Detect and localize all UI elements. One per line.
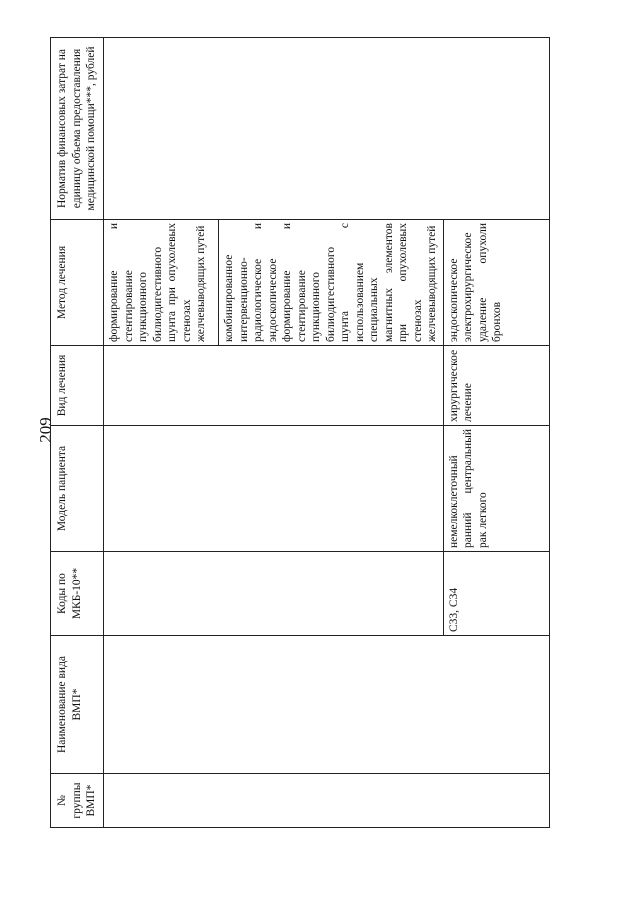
header-cost-norm: Норматив финансовых затрат на единицу объема предоставления медицинской помощи***, рублей <box>51 38 104 220</box>
cell-treatment-method: комбинированное интервенционно-радиологическое и эндоскопическое формирование и стентирование пункционного билиодигестивного шунта с использованием специальных магнитных элементов при опухолевых стенозах желчевыводящих путей <box>219 220 444 346</box>
cell-treatment-method: формирование и стентирование пункционного билиодигестивного шунта при опухолевых стенозах желчевыводящих путей <box>104 220 219 346</box>
header-treatment-type: Вид лечения <box>51 346 104 426</box>
table-header-row <box>51 38 104 828</box>
cell-treatment-type: хирургическое лечение <box>443 346 550 426</box>
cell-treatment-type <box>104 346 444 426</box>
cell-patient-model: немелкоклеточный ранний центральный рак легкого <box>443 426 550 552</box>
cell-group-no <box>104 774 550 828</box>
cell-treatment-method: эндоскопическое электрохирургическое удаление опухоли бронхов <box>443 220 550 346</box>
page-number: 209 <box>36 417 55 443</box>
header-treatment-method: Метод лечения <box>51 220 104 346</box>
cell-vmp-name <box>104 636 550 774</box>
header-group-no: № группы ВМП* <box>51 774 104 828</box>
header-vmp-name: Наименование вида ВМП* <box>51 636 104 774</box>
cell-patient-model <box>104 426 444 552</box>
table-row <box>104 38 219 828</box>
cell-cost-norm <box>104 38 550 220</box>
treatment-table <box>50 37 550 828</box>
header-icd-codes: Коды по МКБ-10** <box>51 552 104 636</box>
cell-icd-codes <box>104 552 444 636</box>
rotated-page-content <box>50 38 550 828</box>
cell-icd-codes: C33, C34 <box>443 552 550 636</box>
header-patient-model: Модель пациента <box>51 426 104 552</box>
